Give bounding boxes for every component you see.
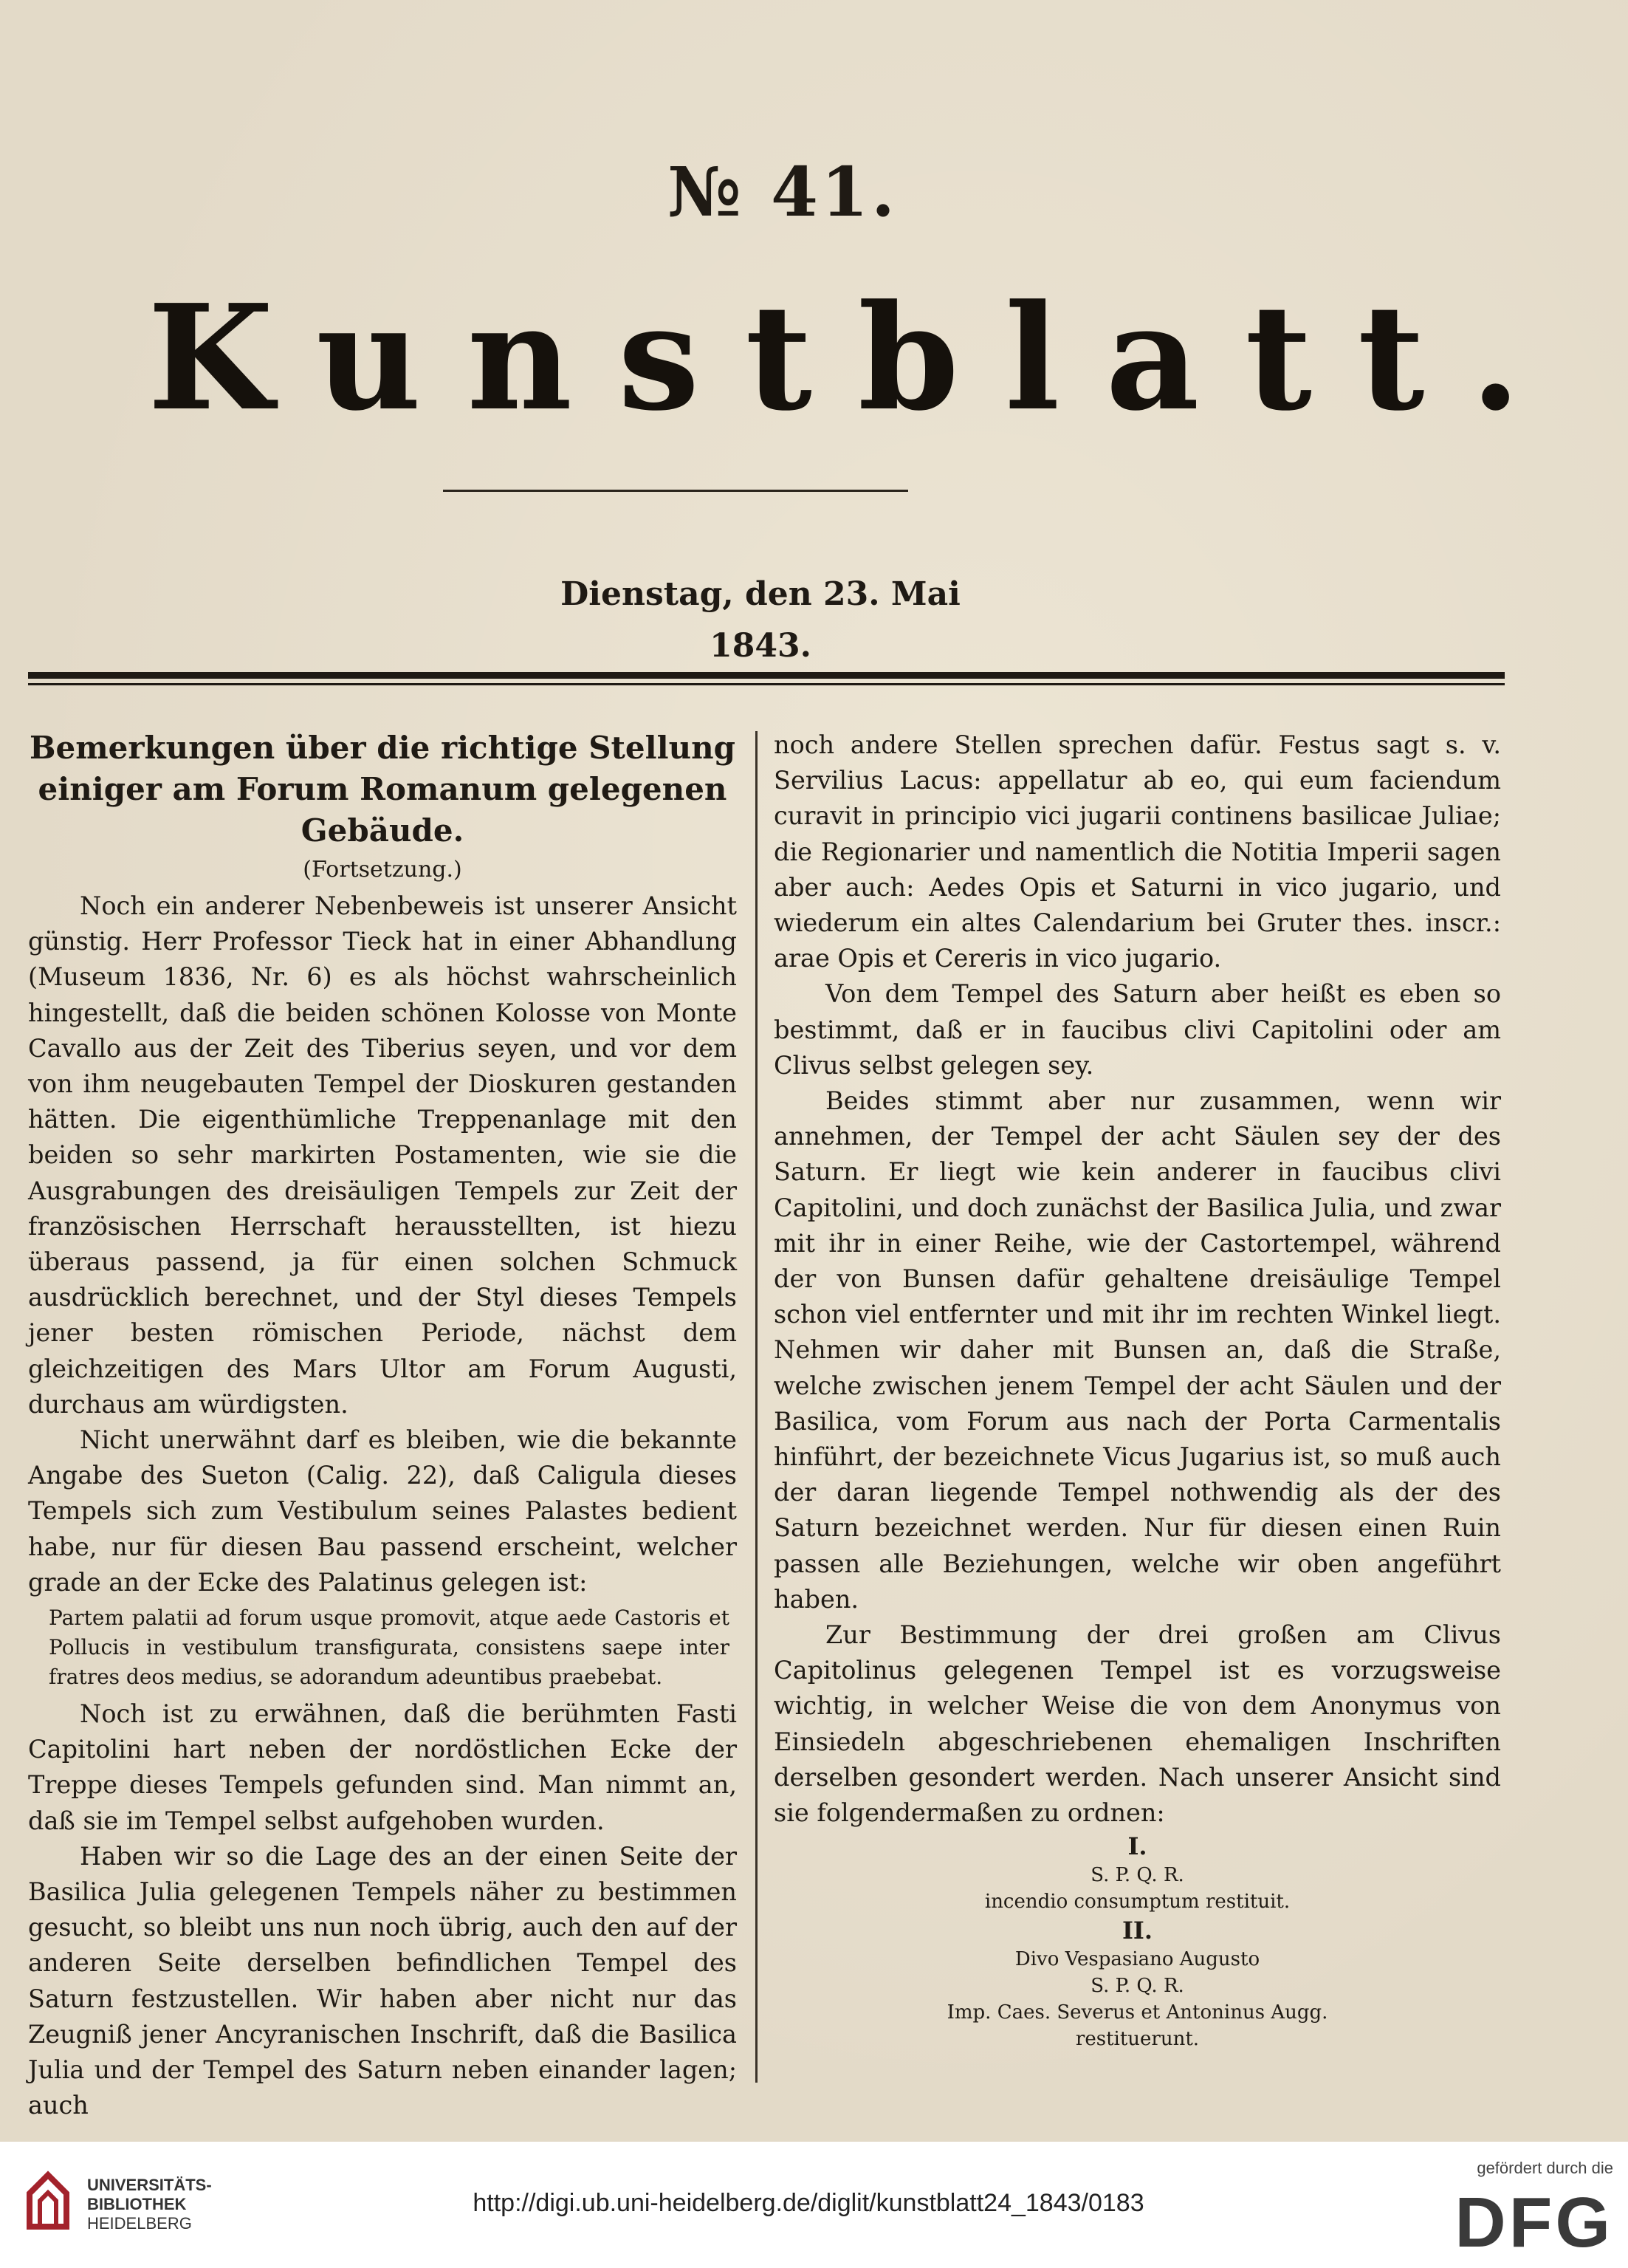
- paragraph: Haben wir so die Lage des an der einen Seite der Basilica Julia gelegenen Tempels näher zu bestimmen gesucht, so bleibt uns nun noch übrig, auch den auf der anderen Seite derselben befindlichen Tempel des Saturn festzustellen. Wir haben aber nicht nur das Zeugniß jener Ancyranischen Inschrift, daß die Basilica Julia und der Tempel des Saturn neben einander lagen; auch: [28, 1841, 737, 2120]
- funding-note: gefördert durch die: [1477, 2159, 1613, 2177]
- permalink[interactable]: http://digi.ub.uni-heidelberg.de/diglit/kunstblatt24_1843/0183: [473, 2189, 1144, 2217]
- inscription-2: [774, 1915, 1501, 2052]
- inscription-line: restituerunt.: [1075, 2028, 1200, 2051]
- inscription-number: II.: [1122, 1916, 1153, 1945]
- ub-heidelberg-logo-icon: [22, 2168, 74, 2234]
- header-rule-thick: [28, 672, 1505, 679]
- inscription-number: I.: [1127, 1832, 1147, 1861]
- paragraph: Noch ein anderer Nebenbeweis ist unserer Ansicht günstig. Herr Professor Tieck hat in einer Abhandlung (Museum 1836, Nr. 6) es als höchst wahrscheinlich hingestellt, daß die beiden schönen Kolosse von Monte Cavallo aus der Zeit des Tiberius seyen, und vor dem von ihm neugebauten Tempel der Dioskuren gestanden hätten. Die eigenthümliche Treppenanlage mit den beiden so sehr markirten Postamenten, wie sie die Ausgrabungen des dreisäuligen Tempels zur Zeit der französischen Herrschaft herausstellten, ist hiezu überaus passend, ja für einen solchen Schmuck ausdrücklich berechnet, und der Styl dieses Tempels jener besten römischen Periode, nächst dem gleichzeitigen des Mars Ultor am Forum Augusti, durchaus am würdigsten.: [28, 891, 737, 1419]
- right-column: [774, 727, 1501, 2052]
- paragraph: Nicht unerwähnt darf es bleiben, wie die bekannte Angabe des Sueton (Calig. 22), daß Caligula dieses Tempels sich zum Vestibulum seines Palastes bedient habe, nur für diesen Bau passend erscheint, welcher grade an der Ecke des Palatinus gelegen ist:: [28, 1425, 737, 1597]
- latin-quote: Partem palatii ad forum usque promovit, atque aede Castoris et Pollucis in vestibulum transfigurata, consistens saepe inter fratres deos medius, se adorandum adeuntibus praebebat.: [49, 1606, 729, 1690]
- paragraph: Noch ist zu erwähnen, daß die berühmten Fasti Capitolini hart neben der nordöstlichen Ecke der Treppe dieses Tempels gefunden sind. Man nimmt an, daß sie im Tempel selbst aufgehoben wurden.: [28, 1699, 737, 1835]
- inscription-line: Divo Vespasiano Augusto: [1014, 1948, 1260, 1971]
- masthead-title: Kunstblatt.: [148, 273, 1567, 443]
- paragraph: noch andere Stellen sprechen dafür. Festus sagt s. v. Servilius Lacus: appellatur ab eo, qui eum faciendum curavit in principio vici jugarii continens basilicae Juliae; die Regionarier und namentlich die Notitia Imperii sagen aber auch: Aedes Opis et Saturni in vico jugario, und wiederum ein altes Calendarium bei Gruter thes. inscr.: arae Opis et Cereris in vico jugario.: [774, 730, 1501, 973]
- library-name-line: BIBLIOTHEK: [87, 2195, 187, 2213]
- issue-number: № 41.: [667, 152, 899, 232]
- library-name-line: HEIDELBERG: [87, 2214, 192, 2233]
- library-name[interactable]: [87, 2176, 264, 2242]
- inscription-line: Imp. Caes. Severus et Antoninus Augg.: [947, 2001, 1328, 2024]
- library-name-line: UNIVERSITÄTS-: [87, 2176, 212, 2194]
- left-column: [28, 727, 737, 2124]
- dateline: Dienstag, den 23. Mai 1843.: [560, 575, 961, 665]
- paragraph: Von dem Tempel des Saturn aber heißt es eben so bestimmt, daß er in faucibus clivi Capitolini oder am Clivus selbst gelegen sey.: [774, 979, 1501, 1080]
- inscription-line: incendio consumptum restituit.: [984, 1891, 1291, 1914]
- inscription-line: S. P. Q. R.: [1091, 1975, 1184, 1998]
- article-title: Bemerkungen über die richtige Stellung einiger am Forum Romanum gelegenen Gebäude.: [29, 730, 736, 849]
- column-separator: [755, 731, 758, 2083]
- dfg-logo[interactable]: DFG: [1454, 2183, 1613, 2262]
- masthead-rule: [443, 490, 908, 492]
- paragraph: Beides stimmt aber nur zusammen, wenn wir annehmen, der Tempel der acht Säulen sey der des Saturn. Er liegt wie kein anderer in faucibus clivi Capitolini, und doch zunächst der Basilica Julia, und zwar mit ihr in einer Reihe, wie der Castortempel, während der von Bunsen dafür gehaltene dreisäulige Tempel schon viel entfernter und mit ihr im rechten Winkel liegt. Nehmen wir daher mit Bunsen an, daß die Straße, welche zwischen jenem Tempel der acht Säulen und der Basilica, vom Forum aus nach der Porta Carmentalis hinführt, der bezeichnete Vicus Jugarius ist, so muß auch der daran liegende Tempel nothwendig als der des Saturn bezeichnet werden. Nur für diesen einen Ruin passen alle Beziehungen, welche wir oben angeführt haben.: [774, 1086, 1501, 1614]
- continuation-note: (Fortsetzung.): [303, 857, 462, 883]
- inscription-line: S. P. Q. R.: [1091, 1864, 1184, 1887]
- paragraph: Zur Bestimmung der drei großen am Clivus Capitolinus gelegenen Tempel ist es vorzugsweise wichtig, in welcher Weise die von dem Anonymus von Einsiedeln abgeschriebenen ehemaligen Inschriften derselben gesondert werden. Nach unserer Ansicht sind sie folgendermaßen zu ordnen:: [774, 1620, 1501, 1828]
- inscription-1: [774, 1831, 1501, 1915]
- header-rule-thin: [28, 683, 1505, 685]
